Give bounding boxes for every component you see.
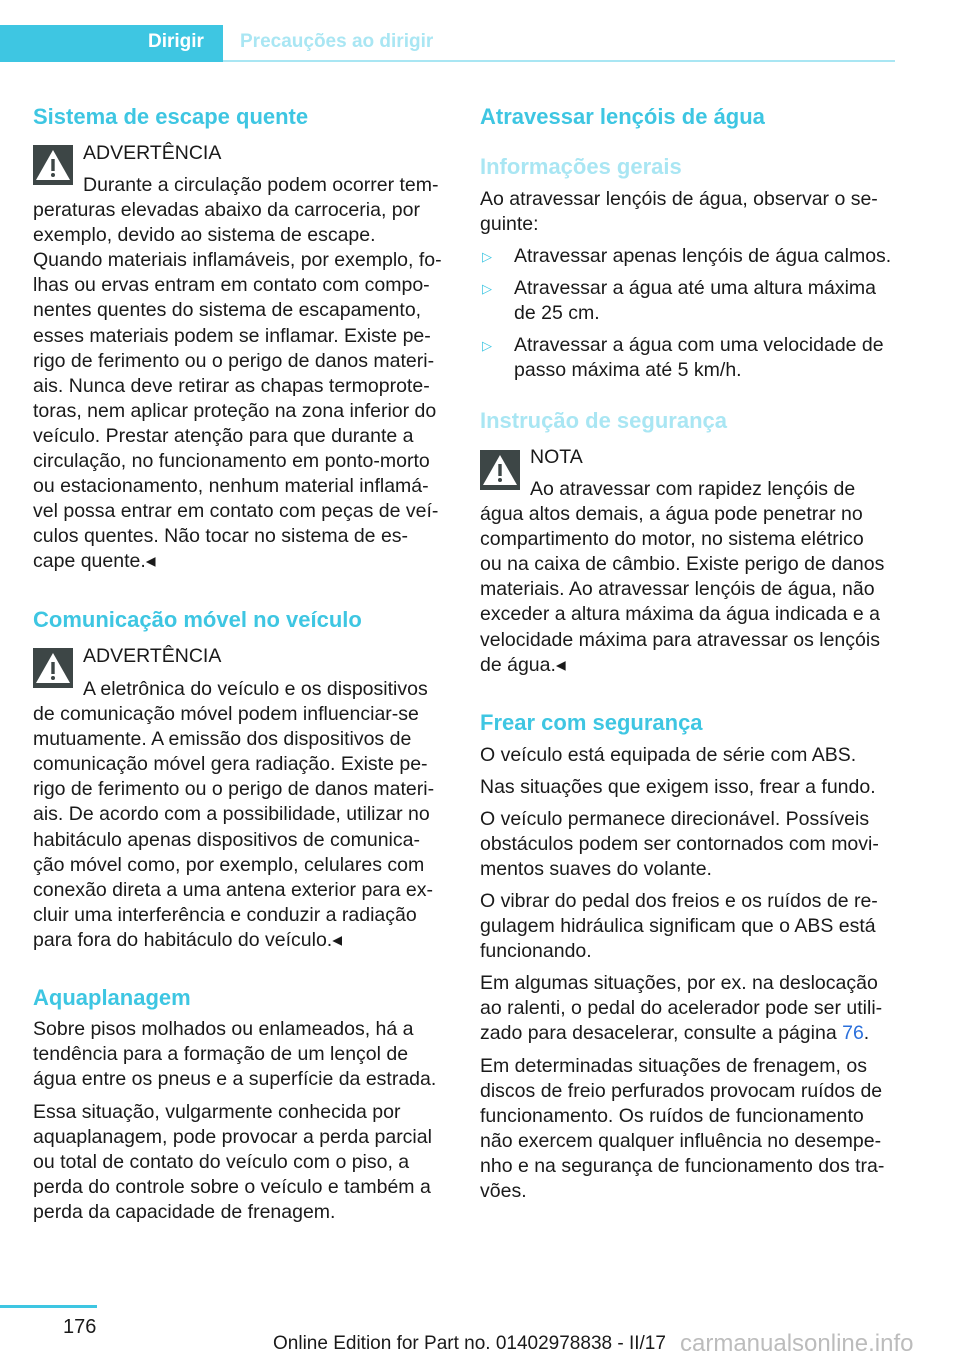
list-item: Atravessar a água com uma velocidade de passo máxima até 5 km/h.: [514, 334, 884, 382]
edition-text: Online Edition for Part no. 01402978838 - II/17: [273, 1333, 666, 1354]
paragraph: O veículo está equipada de série com ABS.: [480, 744, 857, 766]
paragraph: O veículo permanece direcionável. Possíveis obstáculos podem ser contornados com movi- mentos suaves do volante.: [480, 808, 879, 881]
heading-water-crossing: Atravessar lençóis de água: [480, 104, 765, 129]
paragraph: Essa situação, vulgarmente conhecida por aquaplanagem, pode provocar a perda parcial ou total de contato do veículo com o piso, a perda do controle sobre o veículo e também a perda da capacidade de frenagem.: [33, 1101, 432, 1224]
paragraph-end: .: [863, 1022, 870, 1045]
list-item: Atravessar apenas lençóis de água calmos.: [514, 245, 892, 267]
paragraph: Nas situações que exigem isso, frear a fundo.: [480, 776, 876, 798]
watermark: carmanualsonline.info: [680, 1330, 914, 1357]
warning-text: A eletrônica do veículo e os dispositivos de comunicação móvel podem influenciar-se mutuamente. A emissão dos dispositivos de comunicação móvel gera radiação. Existe pe- rigo de ferimento ou o perigo de danos materi- ais. De acordo com a possibilidade, utilizar no habitáculo apenas dispositivos de comunica- ção móvel como, por exemplo, celulares com conexão direta a uma antena exterior para ex- cluir uma interferência e conduzir a radiação para fora do habitáculo do veículo.◂: [33, 678, 435, 951]
chapter-tab[interactable]: Dirigir: [148, 31, 204, 52]
warning-text: Durante a circulação podem ocorrer tem- peraturas elevadas abaixo da carroceria, por exemplo, devido ao sistema de escape. Quando materiais inflamáveis, por exemplo, fo- lhas ou ervas entram em contato com compo- nentes quentes do sistema de escapamento, esses materiais podem se inflamar. Existe pe- rigo de ferimento ou o perigo de danos materi- ais. Nunca deve retirar as chapas termoprote- toras, nem aplicar proteção na zona inferior do veículo. Prestar atenção para que durante a circulação, no funcionamento em ponto-morto ou estacionamento, nenhum material inflamá- vel possa entrar em contato com peças de veí- culos quentes. Não tocar no sistema de es- cape quente.◂: [33, 174, 442, 573]
section-tab[interactable]: Precauções ao dirigir: [240, 31, 434, 52]
note-label: NOTA: [530, 446, 583, 468]
page-number: 176: [63, 1316, 97, 1338]
bullet-icon: ▷: [482, 249, 492, 264]
paragraph: Em determinadas situações de frenagem, os discos de freio perfurados provocam ruídos de funcionamento. Os ruídos de funcionamento não exercem qualquer influência no desempe- nho e na segurança de funcionamento dos tra- vões.: [480, 1055, 885, 1203]
warning-label: ADVERTÊNCIA: [83, 142, 222, 164]
header-line: [223, 60, 895, 62]
page-link[interactable]: 76: [842, 1022, 864, 1045]
heading-aquaplaning: Aquaplanagem: [33, 985, 191, 1010]
heading-hot-exhaust: Sistema de escape quente: [33, 104, 309, 129]
subheading-general-info: Informações gerais: [480, 154, 682, 179]
paragraph: Ao atravessar lençóis de água, observar o se- guinte:: [480, 188, 878, 236]
note-text: Ao atravessar com rapidez lençóis de água altos demais, a água pode penetrar no compartimento do motor, no sistema elétrico ou na caixa de câmbio. Existe perigo de danos materiais. Ao atravessar lençóis de água, não exceder a altura máxima da água indicada e a velocidade máxima para atravessar os lençóis de água.◂: [480, 478, 885, 676]
bullet-icon: ▷: [482, 281, 492, 296]
list-item: Atravessar a água até uma altura máxima de 25 cm.: [514, 277, 877, 325]
paragraph: O vibrar do pedal dos freios e os ruídos de re- gulagem hidráulica significam que o ABS está funcionando.: [480, 890, 878, 963]
paragraph-text: Em algumas situações, por ex. na deslocação ao ralenti, o pedal do acelerador pode ser utili- zado para desacelerar, consulte a página: [480, 972, 883, 1045]
heading-safe-braking: Frear com segurança: [480, 710, 703, 735]
paragraph: Sobre pisos molhados ou enlameados, há a tendência para a formação de um lençol de água entre os pneus e a superfície da estrada.: [33, 1018, 437, 1091]
subheading-safety: Instrução de segurança: [480, 408, 727, 433]
warning-label: ADVERTÊNCIA: [83, 645, 222, 667]
paragraph: [480, 971, 882, 1046]
footer-line: [0, 1305, 97, 1308]
bullet-icon: ▷: [482, 338, 492, 353]
heading-mobile-communication: Comunicação móvel no veículo: [33, 607, 362, 632]
